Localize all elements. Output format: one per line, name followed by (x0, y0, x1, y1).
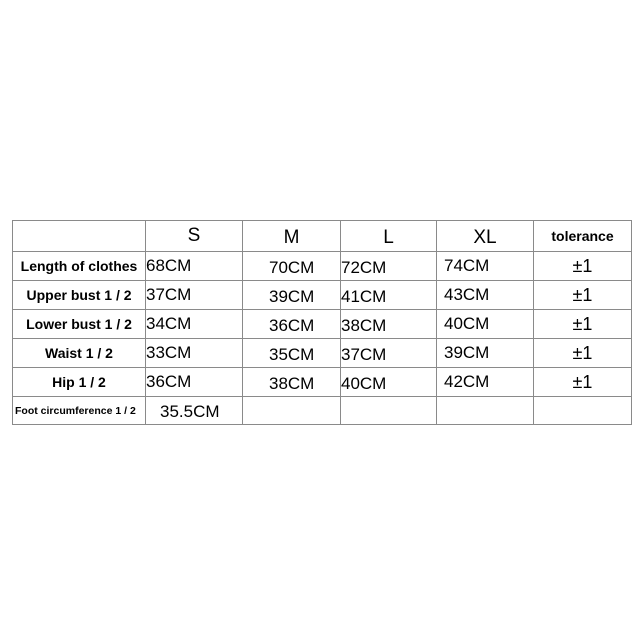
cell-value: 37CM (146, 281, 243, 310)
header-label-cell (13, 221, 146, 252)
table-row (13, 281, 632, 310)
cell-value: 37CM (341, 339, 437, 368)
row-label: Waist 1 / 2 (13, 339, 146, 368)
tolerance-value: ±1 (534, 339, 632, 368)
cell-value (243, 397, 341, 425)
row-label: Lower bust 1 / 2 (13, 310, 146, 339)
size-header-xl: XL (437, 221, 534, 252)
cell-value: 43CM (437, 281, 534, 310)
cell-value: 70CM (243, 252, 341, 281)
tolerance-value: ±1 (534, 252, 632, 281)
size-header-s: S (146, 221, 243, 252)
cell-value: 72CM (341, 252, 437, 281)
row-label: Foot circumference 1 / 2 (13, 397, 146, 425)
table-row (13, 252, 632, 281)
cell-value: 41CM (341, 281, 437, 310)
size-chart-table (12, 220, 632, 425)
tolerance-value: ±1 (534, 368, 632, 397)
cell-value: 35.5CM (146, 397, 243, 425)
tolerance-value: ±1 (534, 310, 632, 339)
row-label: Upper bust 1 / 2 (13, 281, 146, 310)
table-row (13, 339, 632, 368)
cell-value: 68CM (146, 252, 243, 281)
row-label: Hip 1 / 2 (13, 368, 146, 397)
cell-value: 39CM (243, 281, 341, 310)
cell-value: 36CM (243, 310, 341, 339)
tolerance-value: ±1 (534, 281, 632, 310)
cell-value: 39CM (437, 339, 534, 368)
cell-value (437, 397, 534, 425)
tolerance-value (534, 397, 632, 425)
size-header-m: M (243, 221, 341, 252)
table-header-row (13, 221, 632, 252)
size-header-l: L (341, 221, 437, 252)
cell-value: 38CM (243, 368, 341, 397)
table-row (13, 310, 632, 339)
cell-value: 40CM (341, 368, 437, 397)
row-label: Length of clothes (13, 252, 146, 281)
table-row (13, 397, 632, 425)
cell-value: 36CM (146, 368, 243, 397)
cell-value: 35CM (243, 339, 341, 368)
tolerance-header: tolerance (534, 221, 632, 252)
cell-value: 33CM (146, 339, 243, 368)
table-row (13, 368, 632, 397)
cell-value: 34CM (146, 310, 243, 339)
cell-value: 40CM (437, 310, 534, 339)
cell-value: 38CM (341, 310, 437, 339)
cell-value (341, 397, 437, 425)
cell-value: 74CM (437, 252, 534, 281)
cell-value: 42CM (437, 368, 534, 397)
